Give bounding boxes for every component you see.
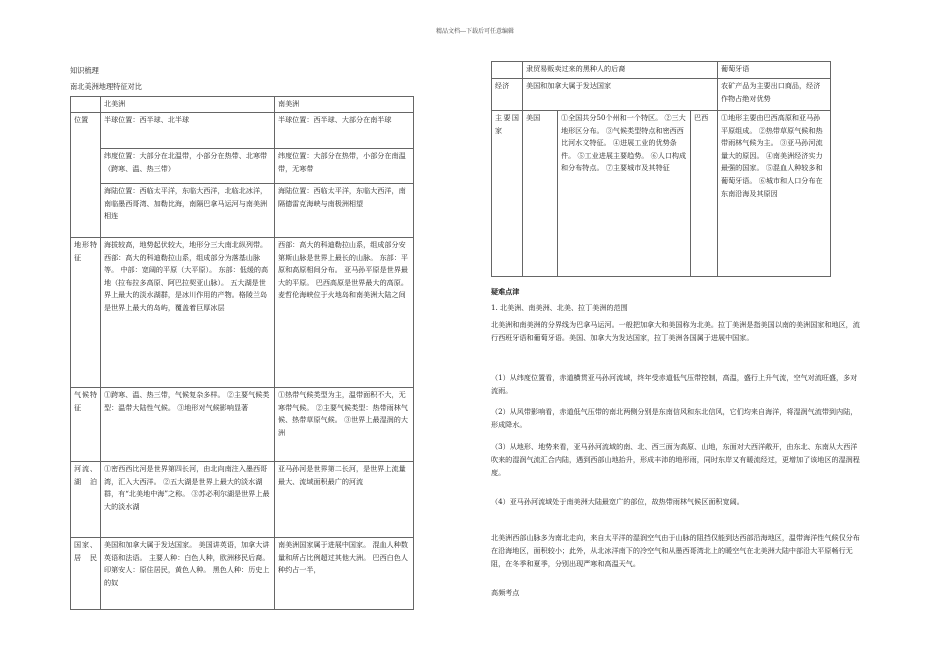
row-label-climate: 气候特征 <box>71 388 101 462</box>
item1-title: 1. 北美洲、南美洲、北美、拉丁美洲的范围 <box>491 303 628 312</box>
paragraph-2: 北美洲西部山脉多为南北走向，来自太平洋的湿润空气由于山脉的阻挡仅能到达西部沿海地区，温带海洋性气候仅分布在沿海地区，面积较小；此外，从北冰洋南下的冷空气和从墨西哥湾北上的暖空气在北美洲大陆中部沿大平原畅行无阻，在冬季和夏季，分别出现严寒和高温天气。 <box>491 533 860 568</box>
row-label-rivers-lakes: 河流、湖泊 <box>71 462 101 538</box>
comparison-table-continued <box>491 61 831 277</box>
section-title: 知识梳理 <box>70 66 99 75</box>
cell-na-terrain: 海拔较高，地势起伏较大，地形分三大南北纵列带。西部：高大的科迪勒拉山系，组成部分为落基山脉等。 中部：宽阔的平原（大平原）。 东部：低缓的高地（拉布拉多高原、阿巴拉契亚山脉）。 五大湖是世界上最大的淡水湖群，是冰川作用的产物。格陵兰岛是世界上最大的岛屿，覆盖着巨厚冰层 <box>101 238 275 388</box>
table-title: 南北美洲地理特征对比 <box>70 82 142 91</box>
footer-title: 高频考点 <box>491 588 520 597</box>
page-header: 精品文档---下载后可任意编辑 <box>435 28 515 35</box>
reason-2: （2）从风带影响看，赤道低气压带的南北两侧分别是东南信风和东北信风，它们均来自海洋，将湿润气流带到内陆，形成降水。 <box>491 407 858 429</box>
cell-sa-countries: 南美洲国家属于进展中国家。 混血人种数量和所占比例超过其他大洲。 巴西白色人种约占一半， <box>275 538 414 610</box>
cell-sa-economy: 农矿产品为主要出口商品，经济作物占绝对优势 <box>718 79 831 111</box>
country-usa: 美国 <box>523 111 558 277</box>
row-label-countries: 国家、居民 <box>71 538 101 610</box>
difficulty-title: 疑难点津 <box>491 287 520 296</box>
cell-sa-sea-land: 海陆位置：西临太平洋，东临大西洋，南隔德雷克海峡与南极洲相望 <box>275 184 414 238</box>
cell-na-sea-land: 海陆位置：西临太平洋，东临大西洋，北临北冰洋，南临墨西哥湾、加勒比海，南隔巴拿马运河与南美洲相连 <box>101 184 275 238</box>
cell-sa-latitude: 纬度位置：大部分在热带，小部分在南温带，无寒带 <box>275 149 414 184</box>
header-blank <box>71 97 101 113</box>
reason-3: （3）从地形、地势来看，亚马孙河流域的南、北、西三面为高原、山地，东面对大西洋敞开，由东北、东南从大西洋吹来的湿润气流汇合内陆，遇到西部山地抬升，形成丰沛的地形雨，同时东岸又有暖流经过，更增加了该地区的湿润程度。 <box>491 442 860 477</box>
cell-usa-details: ①全国共分50个州和一个特区。 ②三大地形区分布。 ③气候类型特点和密西西比河水文特征。 ④进展工业的优势条件。 ⑤工业进展主要趋势。 ⑥人口构成和分布特点。 ⑦主要城市及其特征 <box>558 111 691 277</box>
row-label-terrain: 地形特征 <box>71 238 101 388</box>
reason-1: （1）从纬度位置看，赤道横贯亚马孙河流域，终年受赤道低气压带控制，高温，盛行上升气流，空气对流旺盛，多对流雨。 <box>491 373 858 395</box>
cell-sa-rivers: 亚马孙河是世界第二长河，是世界上流量最大、流域面积最广的河流 <box>275 462 414 538</box>
cell-na-latitude: 纬度位置：大部分在北温带，小部分在热带、北寒带（跨寒、温、热三带） <box>101 149 275 184</box>
cell-na-climate: ①跨寒、温、热三带，气候复杂多样。 ②主要气候类型：温带大陆性气候。 ③地形对气候影响显著 <box>101 388 275 462</box>
cell-na-rivers: ①密西西比河是世界第四长河，由北向南注入墨西哥湾，汇入大西洋。 ②五大湖是世界上最大的淡水湖群，有“北美地中海”之称。 ③苏必利尔湖是世界上最大的淡水湖 <box>101 462 275 538</box>
cont-blank <box>492 62 523 79</box>
row-label-economy: 经济 <box>492 79 523 111</box>
cell-na-hemisphere: 半球位置：西半球、北半球 <box>101 113 275 149</box>
cell-na-economy: 美国和加拿大属于发达国家 <box>523 79 718 111</box>
cell-sa-terrain: 西部：高大的科迪勒拉山系，组成部分安第斯山脉是世界上最长的山脉。 东部：平原和高原相间分布。 亚马孙平原是世界最大的平原。 巴西高原是世界最大的高原。 麦哲伦海峡位于火地岛和南美洲大陆之间 <box>275 238 414 388</box>
cell-sa-hemisphere: 半球位置：西半球、大部分在南半球 <box>275 113 414 149</box>
cell-brazil-details: ①地形主要由巴西高原和亚马孙平原组成。 ②热带草原气候和热带雨林气候为主。 ③亚马孙河流量大的原因。 ④南美洲经济实力最强的国家。 ⑤混血人种较多和葡萄牙语。 ⑥城市和人口分布在东南沿海及其原因 <box>718 111 831 277</box>
header-south-america: 南美洲 <box>275 97 414 113</box>
row-label-position: 位置 <box>71 113 101 238</box>
cell-sa-portuguese: 葡萄牙语 <box>718 62 831 79</box>
comparison-table <box>70 96 414 610</box>
reason-4: （4）亚马孙河流域处于南美洲大陆最宽广的部位，故热带雨林气候区面积宽阔。 <box>491 497 744 506</box>
cell-sa-climate: ①热带气候类型为主，温带面积不大，无寒带气候。 ②主要气候类型：热带雨林气候、热带草原气候。 ③世界上最湿润的大洲 <box>275 388 414 462</box>
country-brazil: 巴西 <box>691 111 718 277</box>
item1-text: 北美洲和南美洲的分界线为巴拿马运河。一般把加拿大和美国称为北美。拉丁美洲是指美国以南的美洲国家和地区，流行西班牙语和葡萄牙语。美国、加拿大为发达国家，拉丁美洲各国属于进展中国家。 <box>491 320 860 342</box>
cell-na-slave-trade: 隶贸易贩卖过来的黑种人的后裔 <box>523 62 718 79</box>
header-north-america: 北美洲 <box>101 97 275 113</box>
cell-na-countries: 美国和加拿大属于发达国家。 美国讲英语，加拿大讲英语和法语。 主要人种：白色人种，欧洲移民后裔。 印第安人：原住居民，黄色人种。 黑色人种：历史上的奴 <box>101 538 275 610</box>
row-label-major-countries: 主要国家 <box>492 111 523 277</box>
